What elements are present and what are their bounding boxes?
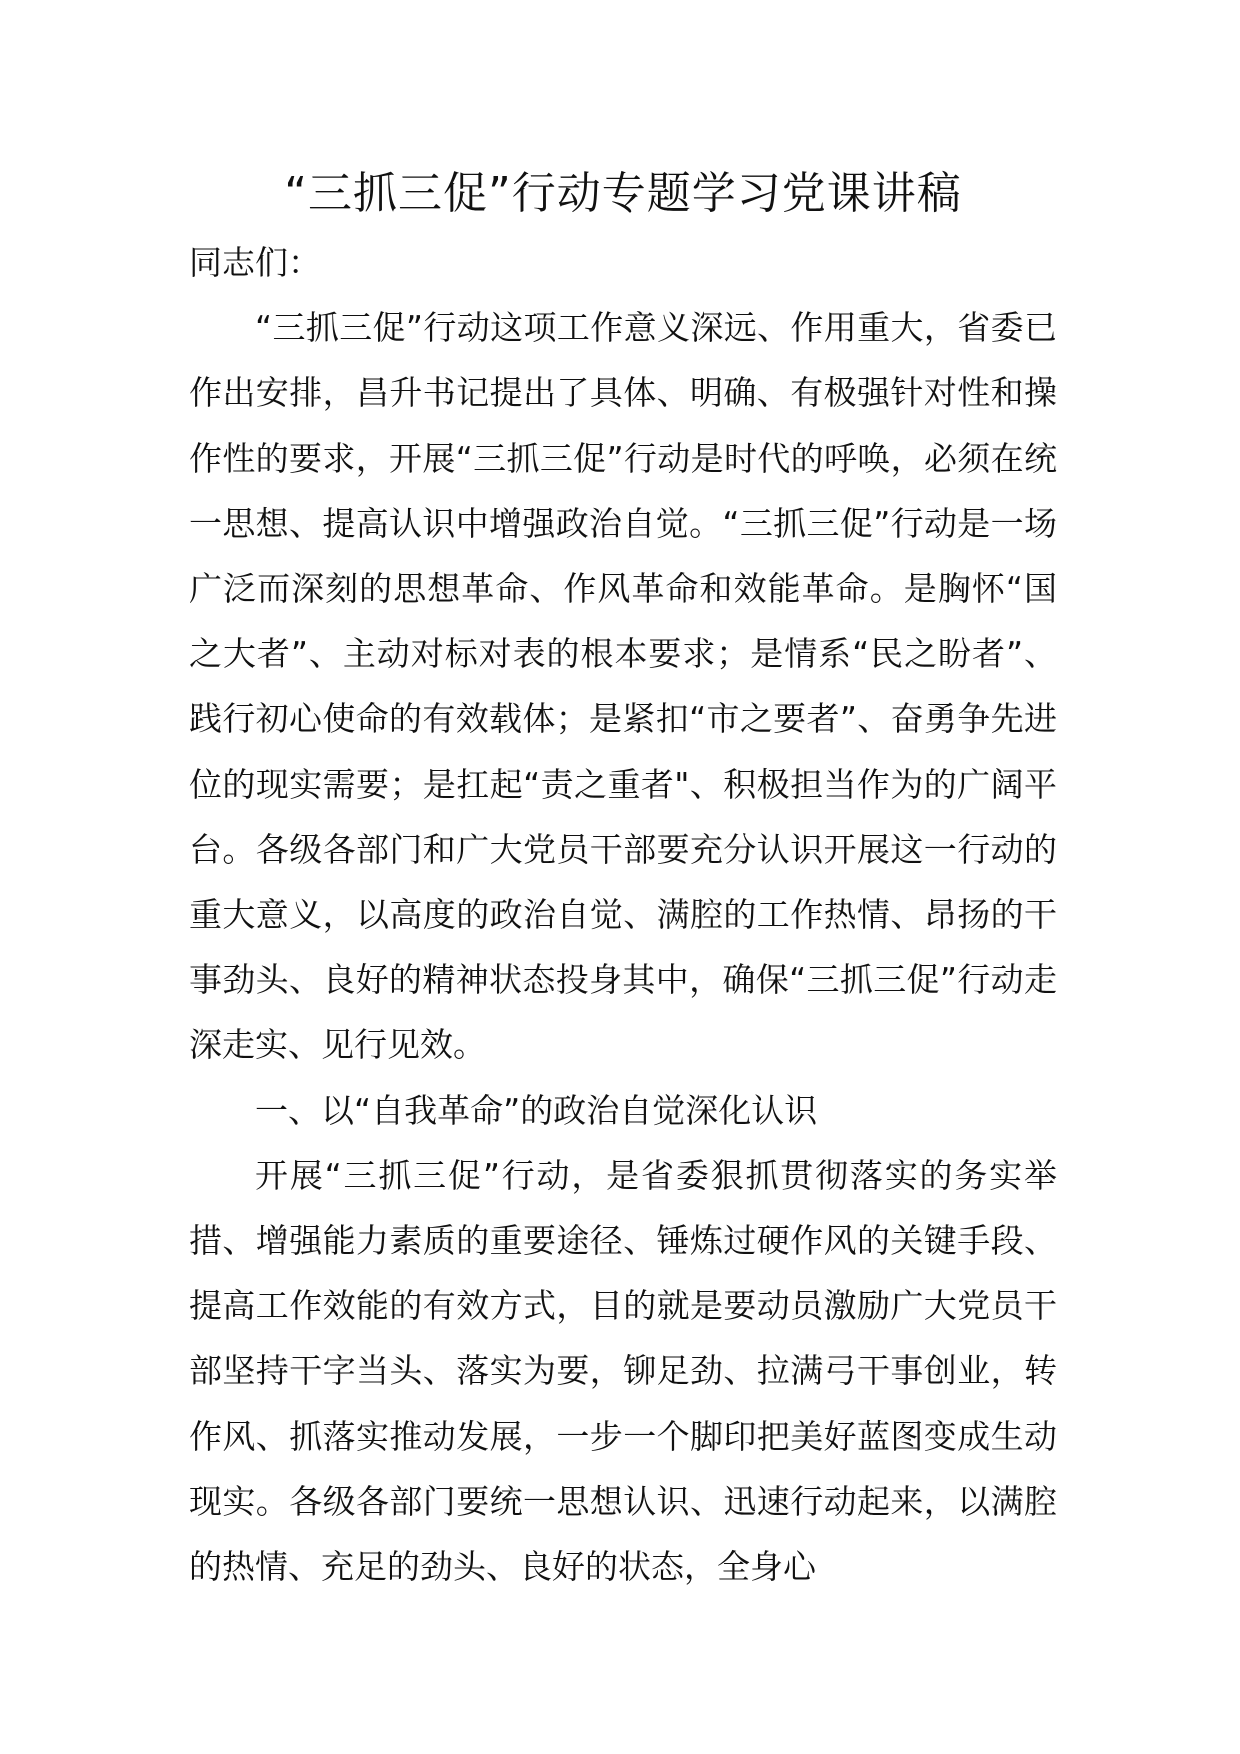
greeting: 同志们： bbox=[189, 243, 321, 282]
section-heading-1: 一、以“自我革命”的政治自觉深化认识 bbox=[255, 1090, 818, 1130]
document-page bbox=[189, 0, 1057, 1754]
paragraph-section-1: 开展“三抓三促”行动，是省委狠抓贯彻落实的务实举措、增强能力素质的重要途径、锤炼过硬作风的关键手段、提高工作效能的有效方式，目的就是要动员激励广大党员干部坚持干字当头、落实为要，铆足劲、拉满弓干事创业，转作风、抓落实推动发展，一步一个脚印把美好蓝图变成生动现实。各级各部门要统一思想认识、迅速行动起来，以满腔的热情、充足的劲头、良好的状态，全身心 bbox=[189, 1155, 1057, 1587]
paragraph-intro: “三抓三促”行动这项工作意义深远、作用重大，省委已作出安排，昌升书记提出了具体、明确、有极强针对性和操作性的要求，开展“三抓三促”行动是时代的呼唤，必须在统一思想、提高认识中增强政治自觉。“三抓三促”行动是一场广泛而深刻的思想革命、作风革命和效能革命。是胸怀“国之大者”、主动对标对表的根本要求；是情系“民之盼者”、践行初心使命的有效载体；是紧扣“市之要者”、奋勇争先进位的现实需要；是扛起“责之重者"、积极担当作为的广阔平台。各级各部门和广大党员干部要充分认识开展这一行动的重大意义，以高度的政治自觉、满腔的工作热情、昂扬的干事劲头、良好的精神状态投身其中，确保“三抓三促”行动走深走实、见行见效。 bbox=[189, 308, 1057, 1065]
document-title: “三抓三促”行动专题学习党课讲稿 bbox=[284, 168, 962, 219]
document-body bbox=[189, 230, 1057, 1599]
